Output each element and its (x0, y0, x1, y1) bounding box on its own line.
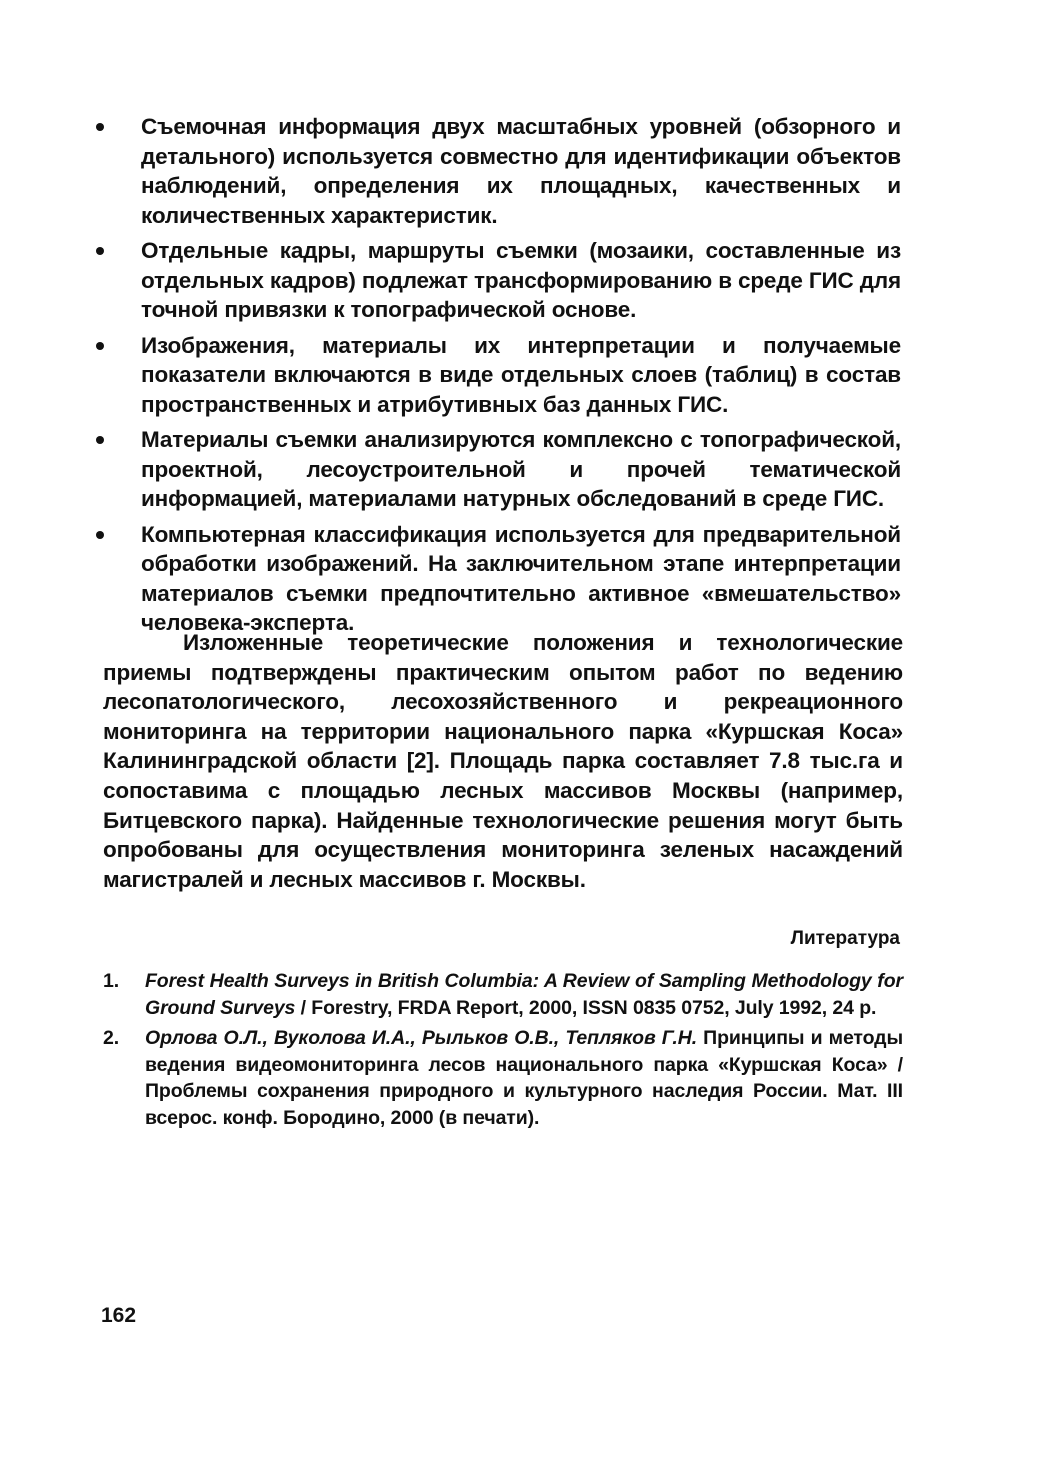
bullet-text: Компьютерная классификация используется для предварительной обработки изображений. На заключительном этапе интерпретации материалов съемки предпочтительно активное «вмешательство» человека-эксперта. (141, 521, 901, 635)
bullet-item (96, 425, 901, 514)
bullet-dot-icon (96, 342, 104, 350)
reference-list (103, 968, 903, 1135)
bullet-text: Съемочная информация двух масштабных уровней (обзорного и детального) используется совместно для идентификации объектов наблюдений, определения их площадных, качественных и количественных характеристик. (141, 114, 901, 228)
reference-number: 1. (103, 970, 120, 992)
bullet-text: Отдельные кадры, маршруты съемки (мозаики, составленные из отдельных кадров) подлежат трансформированию в среде ГИС для точной привязки к топографической основе. (141, 238, 901, 322)
bullet-item (96, 331, 901, 420)
bullet-text: Материалы съемки анализируются комплексно с топографической, проектной, лесоустроительной и прочей тематической информацией, материалами натурных обследований в среде ГИС. (141, 427, 901, 511)
reference-title: Forest Health Surveys in British Columbia: A Review of Sampling Methodology for Ground Surveys (145, 970, 903, 1019)
reference-item (103, 1025, 903, 1131)
bullet-list (96, 112, 901, 644)
reference-details: / Forestry, FRDA Report, 2000, ISSN 0835 0752, July 1992, 24 p. (295, 996, 877, 1019)
bullet-dot-icon (96, 247, 104, 255)
reference-item (103, 968, 903, 1021)
bullet-item (96, 112, 901, 230)
bullet-item (96, 236, 901, 325)
bullet-dot-icon (96, 531, 104, 539)
page-number: 162 (101, 1304, 137, 1327)
bullet-item (96, 520, 901, 638)
reference-details: Принципы и методы ведения видеомониторинга лесов национального парка «Куршская Коса» / Проблемы сохранения природного и культурного наследия России. Мат. III всерос. конф. Бородино, 2000 (в печати). (145, 1027, 904, 1129)
reference-authors: Орлова О.Л., Вуколова И.А., Рыльков О.В., Тепляков Г.Н. (145, 1027, 698, 1049)
reference-number: 2. (103, 1027, 120, 1049)
bullet-dot-icon (96, 123, 104, 131)
bullet-dot-icon (96, 436, 104, 444)
body-paragraph: Изложенные теоретические положения и технологические приемы подтверждены практическим опытом работ по ведению лесопатологического, лесохозяйственного и рекреационного мониторинга на территории национального парка «Куршская Коса» Калининградской области [2]. Площадь парка составляет 7.8 тыс.га и сопоставима с площадью лесных массивов Москвы (например, Битцевского парка). Найденные технологические решения могут быть опробованы для осуществления мониторинга зеленых насаждений магистралей и лесных массивов г. Москвы. (103, 630, 903, 892)
literature-heading: Литература (790, 928, 900, 949)
bullet-text: Изображения, материалы их интерпретации и получаемые показатели включаются в виде отдельных слоев (таблиц) в состав пространственных и атрибутивных баз данных ГИС. (141, 332, 901, 417)
